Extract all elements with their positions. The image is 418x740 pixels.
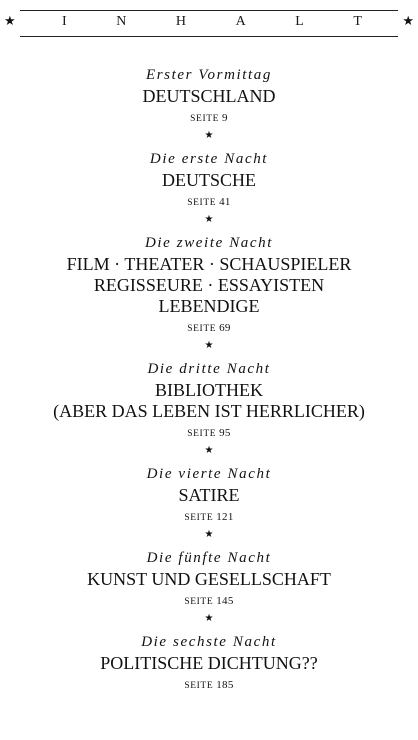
toc-entry bbox=[0, 465, 418, 525]
entry-page-ref bbox=[0, 595, 418, 609]
toc-header bbox=[0, 0, 418, 44]
toc-entry bbox=[0, 360, 418, 441]
entry-label: Erster Vormittag bbox=[145, 67, 273, 83]
entry-title bbox=[0, 254, 418, 317]
entry-title bbox=[0, 170, 418, 191]
toc-entry bbox=[0, 150, 418, 210]
page-prefix: SEITE bbox=[184, 513, 214, 523]
entry-page-ref bbox=[0, 196, 418, 210]
entry-page-ref bbox=[0, 112, 418, 126]
header-bottom-rule bbox=[20, 36, 398, 37]
page-number: 145 bbox=[216, 595, 234, 607]
header-letter: N bbox=[116, 14, 127, 29]
entry-title bbox=[0, 653, 418, 674]
entry-title-line: DEUTSCHLAND bbox=[142, 86, 276, 106]
page-number: 41 bbox=[219, 196, 231, 208]
star-separator-icon: ★ bbox=[204, 214, 214, 225]
page-number: 185 bbox=[216, 679, 234, 691]
page-prefix: SEITE bbox=[190, 114, 220, 124]
star-separator-icon: ★ bbox=[204, 613, 214, 624]
entry-label: Die erste Nacht bbox=[149, 151, 269, 167]
page-prefix: SEITE bbox=[184, 597, 214, 607]
entry-page-ref bbox=[0, 679, 418, 693]
page-prefix: SEITE bbox=[187, 198, 217, 208]
entry-page-ref bbox=[0, 511, 418, 525]
header-letter: H bbox=[175, 14, 187, 29]
entry-page-ref bbox=[0, 427, 418, 441]
entry-title-line: REGISSEURE · ESSAYISTEN bbox=[93, 275, 325, 295]
entry-label: Die sechste Nacht bbox=[141, 634, 277, 650]
header-title bbox=[62, 14, 362, 30]
header-star-right-icon: ★ bbox=[402, 14, 414, 29]
entry-label: Die zweite Nacht bbox=[144, 235, 274, 251]
page-number: 9 bbox=[222, 112, 228, 124]
page-prefix: SEITE bbox=[184, 681, 214, 691]
toc-entry bbox=[0, 234, 418, 336]
entry-title bbox=[0, 569, 418, 590]
entry-title-line: POLITISCHE DICHTUNG?? bbox=[100, 653, 318, 673]
header-letter: I bbox=[62, 14, 67, 29]
page-prefix: SEITE bbox=[187, 429, 217, 439]
entry-title-line: LEBENDIGE bbox=[158, 296, 260, 316]
entry-title bbox=[0, 380, 418, 422]
page-prefix: SEITE bbox=[187, 324, 217, 334]
star-separator-icon: ★ bbox=[204, 340, 214, 351]
toc-entry bbox=[0, 633, 418, 693]
header-letter: L bbox=[295, 14, 304, 29]
entry-label: Die dritte Nacht bbox=[147, 361, 271, 377]
entry-title bbox=[0, 485, 418, 506]
header-letter: T bbox=[353, 14, 362, 29]
entry-title-line: KUNST UND GESELLSCHAFT bbox=[87, 569, 331, 589]
header-star-left-icon: ★ bbox=[4, 14, 16, 29]
entry-title-line: BIBLIOTHEK bbox=[155, 380, 263, 400]
page-number: 69 bbox=[219, 322, 231, 334]
page-number: 121 bbox=[216, 511, 234, 523]
entry-title-line: DEUTSCHE bbox=[162, 170, 256, 190]
star-separator-icon: ★ bbox=[204, 529, 214, 540]
entry-title-line: FILM · THEATER · SCHAUSPIELER bbox=[66, 254, 352, 274]
entry-title bbox=[0, 86, 418, 107]
entry-label: Die fünfte Nacht bbox=[146, 550, 272, 566]
entry-title-line: (ABER DAS LEBEN IST HERRLICHER) bbox=[53, 401, 365, 421]
toc-entry bbox=[0, 549, 418, 609]
page-number: 95 bbox=[219, 427, 231, 439]
entry-page-ref bbox=[0, 322, 418, 336]
header-top-rule bbox=[20, 10, 398, 11]
entry-label: Die vierte Nacht bbox=[146, 466, 272, 482]
header-letter: A bbox=[235, 14, 246, 29]
toc-list bbox=[0, 66, 418, 693]
toc-entry bbox=[0, 66, 418, 126]
star-separator-icon: ★ bbox=[204, 445, 214, 456]
star-separator-icon: ★ bbox=[204, 130, 214, 141]
entry-title-line: SATIRE bbox=[178, 485, 240, 505]
